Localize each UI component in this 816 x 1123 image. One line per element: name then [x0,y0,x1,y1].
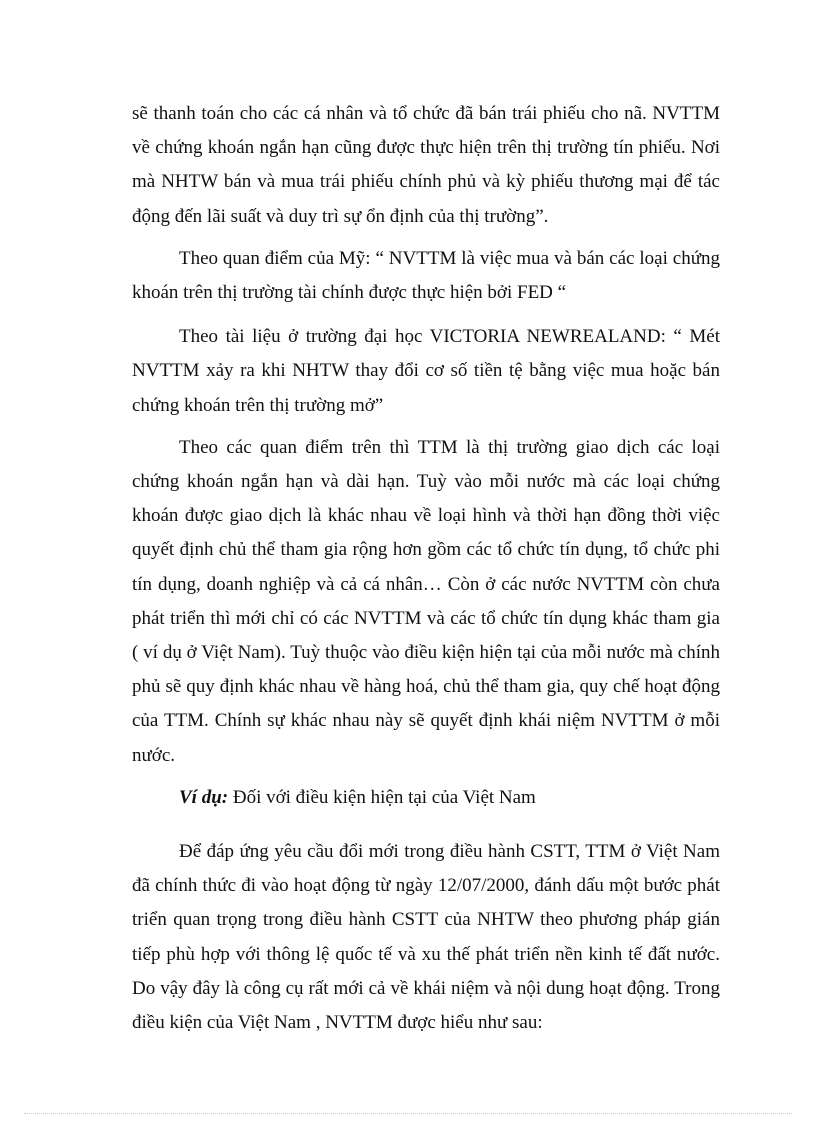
document-body [132,97,720,1040]
paragraph-4: Theo các quan điểm trên thì TTM là thị trường giao dịch các loại chứng khoán ngắn hạn và dài hạn. Tuỳ vào mỗi nước mà các loại chứng khoán được giao dịch là khác nhau về loại hình và thời hạn đồng thời việc quyết định chủ thể tham gia rộng hơn gồm các tổ chức tín dụng, tổ chức phi tín dụng, doanh nghiệp và cả cá nhân… Còn ở các nước NVTTM còn chưa phát triển thì mới chỉ có các NVTTM và các tổ chức tín dụng khác tham gia ( ví dụ ở Việt Nam). Tuỳ thuộc vào điều kiện hiện tại của mỗi nước mà chính phủ sẽ quy định khác nhau về hàng hoá, chủ thể tham gia, quy chế hoạt động của TTM. Chính sự khác nhau này sẽ quyết định khái niệm NVTTM ở mỗi nước. [132,436,720,766]
paragraph-1: sẽ thanh toán cho các cá nhân và tổ chức đã bán trái phiếu cho nã. NVTTM về chứng khoán ngắn hạn cũng được thực hiện trên thị trường tín phiếu. Nơi mà NHTW bán và mua trái phiếu chính phủ và kỳ phiếu thương mại để tác động đến lãi suất và duy trì sự ổn định của thị trường”. [132,103,720,227]
paragraph-3: Theo tài liệu ở trường đại học VICTORIA NEWREALAND: “ Mét NVTTM xảy ra khi NHTW thay đổi cơ số tiền tệ bằng việc mua hoặc bán chứng khoán trên thị trường mở” [132,326,720,416]
paragraph-2: Theo quan điểm của Mỹ: “ NVTTM là việc mua và bán các loại chứng khoán trên thị trường tài chính được thực hiện bởi FED “ [132,247,720,304]
paragraph-5-example [132,781,720,815]
paragraph-6: Để đáp ứng yêu cầu đổi mới trong điều hành CSTT, TTM ở Việt Nam đã chính thức đi vào hoạt động từ ngày 12/07/2000, đánh dấu một bước phát triển quan trọng trong điều hành CSTT của NHTW theo phương pháp gián tiếp phù hợp với thông lệ quốc tế và xu thế phát triển nền kinh tế đất nước. Do vậy đây là công cụ rất mới cả về khái niệm và nội dung hoạt động. Trong điều kiện của Việt Nam , NVTTM được hiểu như sau: [132,841,720,1034]
example-text: Đối với điều kiện hiện tại của Việt Nam [228,786,536,808]
page-bottom-divider [24,1113,792,1114]
example-label: Ví dụ: [179,786,229,808]
